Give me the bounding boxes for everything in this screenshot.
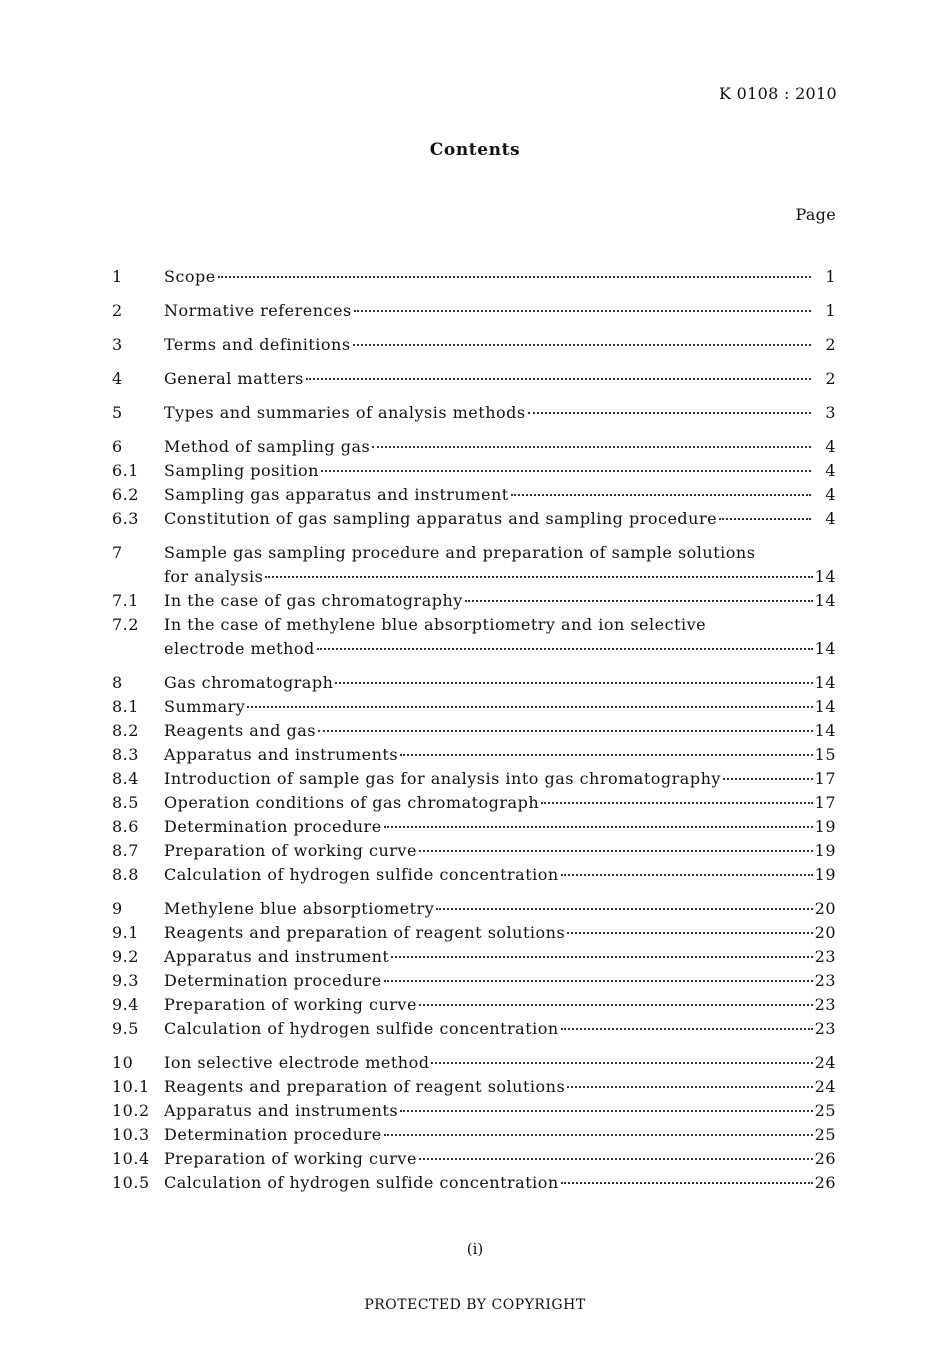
toc-entry-number: 9.5	[112, 1019, 139, 1038]
toc-entry-number: 10.3	[112, 1125, 150, 1144]
toc-entry-number: 6.2	[112, 485, 139, 504]
toc-leader-dots	[561, 1182, 813, 1184]
toc-entry[interactable]	[112, 333, 836, 357]
toc-entry[interactable]	[112, 815, 836, 839]
toc-entry-title: Constitution of gas sampling apparatus and sampling procedure	[164, 509, 718, 528]
toc-entry-title: Preparation of working curve	[164, 841, 417, 860]
toc-entry-title: General matters	[164, 369, 304, 388]
toc-entry-number: 8.5	[112, 793, 139, 812]
toc-entry-page: 14	[814, 567, 836, 586]
toc-leader-dots	[561, 1028, 813, 1030]
toc-leader-dots	[384, 826, 813, 828]
toc-entry-page: 20	[814, 899, 836, 918]
toc-entry-page: 1	[825, 267, 836, 286]
toc-leader-dots	[317, 648, 813, 650]
toc-leader-dots	[306, 378, 812, 380]
toc-entry-page: 23	[814, 995, 836, 1014]
toc-leader-dots	[528, 412, 812, 414]
toc-entry-title: Reagents and preparation of reagent solutions	[164, 923, 566, 942]
toc-entry-title: Types and summaries of analysis methods	[164, 403, 526, 422]
toc-entry-title: Calculation of hydrogen sulfide concentration	[164, 1173, 559, 1192]
toc-entry-title: Methylene blue absorptiometry	[164, 899, 435, 918]
copyright-notice: PROTECTED BY COPYRIGHT	[364, 1297, 586, 1313]
toc-entry-number: 9.2	[112, 947, 139, 966]
toc-leader-dots	[372, 446, 811, 448]
toc-entry[interactable]	[112, 483, 836, 507]
toc-entry[interactable]	[112, 671, 836, 695]
toc-entry-number: 10.2	[112, 1101, 150, 1120]
toc-entry-page: 25	[814, 1125, 836, 1144]
toc-entry-page: 17	[814, 793, 836, 812]
toc-leader-dots	[265, 576, 812, 578]
toc-entry-title: Reagents and gas	[164, 721, 316, 740]
toc-entry-title: Preparation of working curve	[164, 995, 417, 1014]
toc-entry-page: 1	[825, 301, 836, 320]
toc-leader-dots	[419, 1004, 813, 1006]
toc-entry-page: 23	[814, 1019, 836, 1038]
toc-entry-number: 8.3	[112, 745, 139, 764]
toc-entry[interactable]	[112, 897, 836, 921]
table-of-contents	[112, 265, 836, 1205]
toc-leader-dots	[567, 932, 812, 934]
toc-entry-number: 8	[112, 673, 123, 692]
toc-leader-dots	[561, 874, 813, 876]
toc-entry-title: Gas chromatograph	[164, 673, 334, 692]
toc-entry-page: 19	[814, 817, 836, 836]
toc-entry-number: 9	[112, 899, 123, 918]
toc-entry-number: 8.7	[112, 841, 139, 860]
toc-entry-title: Determination procedure	[164, 1125, 382, 1144]
toc-group	[112, 265, 836, 289]
toc-entry[interactable]	[112, 459, 836, 483]
toc-leader-dots	[723, 778, 813, 780]
toc-entry[interactable]	[112, 1147, 836, 1171]
document-code: K 0108 : 2010	[719, 84, 837, 103]
toc-entry[interactable]	[112, 695, 836, 719]
toc-entry-page: 14	[814, 591, 836, 610]
toc-entry[interactable]	[112, 613, 836, 661]
toc-entry-number: 9.3	[112, 971, 139, 990]
toc-entry[interactable]	[112, 541, 836, 589]
toc-entry-number: 6	[112, 437, 123, 456]
toc-entry-number: 4	[112, 369, 123, 388]
toc-entry-page: 25	[814, 1101, 836, 1120]
toc-entry-number: 7.2	[112, 615, 139, 634]
toc-entry-page: 20	[814, 923, 836, 942]
toc-entry[interactable]	[112, 401, 836, 425]
toc-entry-title-line: Sample gas sampling procedure and preparation of sample solutions	[164, 543, 756, 562]
toc-entry-page: 4	[825, 437, 836, 456]
toc-group	[112, 367, 836, 391]
toc-entry-number: 8.4	[112, 769, 139, 788]
toc-entry-number: 9.4	[112, 995, 139, 1014]
toc-group	[112, 897, 836, 1041]
toc-leader-dots	[247, 706, 812, 708]
toc-entry-page: 26	[814, 1173, 836, 1192]
toc-entry-number: 8.8	[112, 865, 139, 884]
toc-entry[interactable]	[112, 791, 836, 815]
toc-entry[interactable]	[112, 1017, 836, 1041]
page-column-heading: Page	[795, 205, 836, 224]
toc-entry[interactable]	[112, 743, 836, 767]
toc-entry[interactable]	[112, 1171, 836, 1195]
toc-entry-page: 24	[814, 1053, 836, 1072]
toc-leader-dots	[419, 1158, 813, 1160]
toc-entry-page: 14	[814, 639, 836, 658]
toc-entry[interactable]	[112, 1075, 836, 1099]
toc-entry-title: Apparatus and instrument	[164, 947, 390, 966]
toc-entry-number: 8.1	[112, 697, 139, 716]
toc-entry-page: 26	[814, 1149, 836, 1168]
toc-entry-title: Normative references	[164, 301, 352, 320]
toc-entry-number: 9.1	[112, 923, 139, 942]
toc-entry-title: Determination procedure	[164, 971, 382, 990]
toc-entry[interactable]	[112, 265, 836, 289]
toc-leader-dots	[400, 1110, 813, 1112]
toc-entry-number: 10	[112, 1053, 134, 1072]
toc-entry-title: Calculation of hydrogen sulfide concentration	[164, 865, 559, 884]
page-number: (i)	[466, 1240, 484, 1258]
toc-entry-page: 14	[814, 721, 836, 740]
toc-entry-title: electrode method	[164, 639, 315, 658]
toc-entry-page: 4	[825, 509, 836, 528]
toc-entry-title: Introduction of sample gas for analysis into gas chromatography	[164, 769, 721, 788]
toc-entry-number: 10.1	[112, 1077, 150, 1096]
toc-entry-title-line: In the case of methylene blue absorptiometry and ion selective	[164, 615, 707, 634]
toc-leader-dots	[218, 276, 812, 278]
toc-entry-number: 7	[112, 543, 123, 562]
toc-group	[112, 401, 836, 425]
toc-leader-dots	[384, 1134, 813, 1136]
toc-entry[interactable]	[112, 921, 836, 945]
toc-leader-dots	[321, 470, 811, 472]
toc-entry-title: Apparatus and instruments	[164, 745, 399, 764]
toc-entry[interactable]	[112, 839, 836, 863]
toc-leader-dots	[436, 908, 812, 910]
toc-entry-page: 19	[814, 865, 836, 884]
toc-entry-page: 2	[825, 369, 836, 388]
toc-entry[interactable]	[112, 767, 836, 791]
toc-entry-number: 3	[112, 335, 123, 354]
toc-entry[interactable]	[112, 863, 836, 887]
toc-entry-title: Calculation of hydrogen sulfide concentration	[164, 1019, 559, 1038]
toc-entry-page: 14	[814, 673, 836, 692]
toc-leader-dots	[541, 802, 813, 804]
toc-entry-number: 7.1	[112, 591, 139, 610]
toc-entry[interactable]	[112, 1051, 836, 1075]
toc-leader-dots	[465, 600, 813, 602]
toc-leader-dots	[353, 344, 812, 346]
toc-group	[112, 299, 836, 323]
toc-entry[interactable]	[112, 299, 836, 323]
toc-leader-dots	[419, 850, 813, 852]
toc-group	[112, 671, 836, 887]
toc-entry-title: Determination procedure	[164, 817, 382, 836]
toc-entry-title: Summary	[164, 697, 246, 716]
toc-group	[112, 1051, 836, 1195]
toc-leader-dots	[354, 310, 812, 312]
toc-entry-number: 10.4	[112, 1149, 150, 1168]
toc-group	[112, 541, 836, 661]
toc-leader-dots	[719, 518, 811, 520]
toc-entry[interactable]	[112, 1099, 836, 1123]
toc-group	[112, 435, 836, 531]
toc-entry-page: 3	[825, 403, 836, 422]
toc-leader-dots	[384, 980, 813, 982]
toc-entry-number: 8.6	[112, 817, 139, 836]
toc-entry-title: Sampling gas apparatus and instrument	[164, 485, 509, 504]
toc-entry[interactable]	[112, 993, 836, 1017]
toc-leader-dots	[511, 494, 812, 496]
toc-leader-dots	[391, 956, 812, 958]
toc-entry-title: Apparatus and instruments	[164, 1101, 399, 1120]
toc-entry-page: 24	[814, 1077, 836, 1096]
toc-entry-number: 1	[112, 267, 123, 286]
toc-entry[interactable]	[112, 969, 836, 993]
toc-entry-title: Ion selective electrode method	[164, 1053, 430, 1072]
toc-entry-number: 5	[112, 403, 123, 422]
toc-leader-dots	[567, 1086, 812, 1088]
toc-entry-page: 17	[814, 769, 836, 788]
toc-leader-dots	[431, 1062, 812, 1064]
toc-entry-title: Sampling position	[164, 461, 319, 480]
toc-entry-title: In the case of gas chromatography	[164, 591, 463, 610]
toc-group	[112, 333, 836, 357]
toc-entry-page: 4	[825, 461, 836, 480]
toc-leader-dots	[318, 730, 813, 732]
toc-entry[interactable]	[112, 945, 836, 969]
toc-entry-page: 2	[825, 335, 836, 354]
toc-leader-dots	[335, 682, 812, 684]
toc-entry-number: 10.5	[112, 1173, 150, 1192]
toc-entry-page: 14	[814, 697, 836, 716]
toc-entry-page: 19	[814, 841, 836, 860]
toc-entry-title: Reagents and preparation of reagent solutions	[164, 1077, 566, 1096]
toc-entry-number: 6.1	[112, 461, 139, 480]
toc-entry[interactable]	[112, 589, 836, 613]
toc-entry[interactable]	[112, 507, 836, 531]
toc-entry[interactable]	[112, 367, 836, 391]
toc-entry-title: for analysis	[164, 567, 264, 586]
toc-entry-number: 8.2	[112, 721, 139, 740]
toc-entry[interactable]	[112, 719, 836, 743]
toc-entry-page: 23	[814, 947, 836, 966]
toc-entry-title: Preparation of working curve	[164, 1149, 417, 1168]
toc-leader-dots	[400, 754, 813, 756]
toc-entry-title: Scope	[164, 267, 216, 286]
toc-entry-page: 15	[814, 745, 836, 764]
toc-entry-number: 2	[112, 301, 123, 320]
toc-entry-page: 4	[825, 485, 836, 504]
toc-entry-title: Terms and definitions	[164, 335, 351, 354]
toc-entry[interactable]	[112, 435, 836, 459]
contents-title: Contents	[429, 140, 521, 160]
toc-entry-title: Operation conditions of gas chromatograph	[164, 793, 540, 812]
toc-entry-title: Method of sampling gas	[164, 437, 371, 456]
toc-entry-number: 6.3	[112, 509, 139, 528]
toc-entry-page: 23	[814, 971, 836, 990]
toc-entry[interactable]	[112, 1123, 836, 1147]
